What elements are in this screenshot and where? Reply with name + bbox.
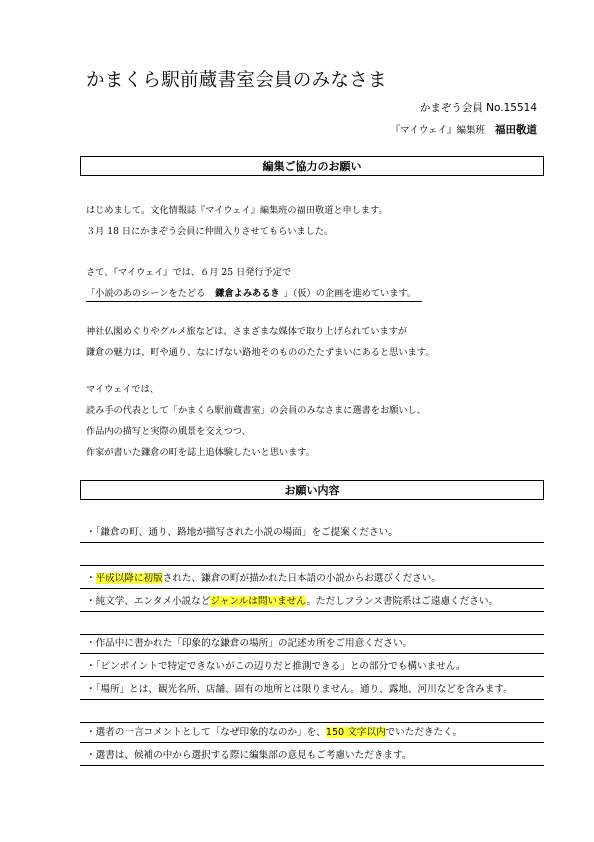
item-text: された、鎌倉の町が描かれた日本語の小説からお選びください。	[162, 573, 441, 584]
request-line: 読み手の代表として「かまくら駅前蔵書室」の会員のみなさまに選書をお願いし、	[86, 405, 426, 416]
highlight-first-edition: 平成以降に初版	[95, 573, 163, 584]
section-heading-cooperation: 編集ご協力のお願い	[80, 156, 544, 176]
request-item	[80, 592, 544, 612]
editor-name: 福田敬道	[495, 124, 537, 136]
highlight-char-limit: 150 文字以内	[325, 727, 386, 738]
project-title-post: 」（仮）の企画を進めています。	[283, 288, 417, 299]
request-line: マイウェイでは、	[86, 384, 159, 395]
item-text: 。ただしフランス書院系はご遠慮ください。	[306, 596, 499, 607]
project-title-pre: 「小説のあのシーンをたどる	[86, 288, 206, 299]
plan-paragraph	[86, 262, 422, 304]
appeal-line: 神社仏閣めぐりやグルメ旅などは、さまざまな媒体で取り上げられていますが	[86, 326, 408, 337]
request-paragraph	[86, 379, 426, 463]
request-item: ・「ピンポイントで特定できないがこの辺りだと推測できる」との部分でも構いません。	[80, 657, 544, 677]
item-text: でいただきたく。	[385, 727, 463, 738]
request-item	[80, 723, 544, 743]
request-item	[80, 569, 544, 589]
intro-paragraph	[86, 200, 388, 242]
page-title: かまくら駅前蔵書室会員のみなさま	[86, 70, 387, 91]
bullet: ・	[86, 573, 96, 584]
project-title-bold: 鎌倉よみあるき	[215, 288, 280, 299]
section-heading-request: お願い内容	[80, 480, 544, 500]
request-item: ・「鎌倉の町、通り、路地が描写された小説の場面」をご提案ください。	[80, 523, 544, 543]
intro-line: はじめまして。文化情報誌『マイウェイ』編集班の福田敬道と申します。	[86, 205, 388, 216]
highlight-any-genre: ジャンルは問いません	[210, 596, 307, 607]
request-line: 作家が書いた鎌倉の町を誌上追体験したいと思います。	[86, 447, 315, 458]
member-number: かまぞう会員 No.15514	[419, 102, 537, 114]
intro-line: ３月 18 日にかまぞう会員に仲間入りさせてもらいました。	[86, 226, 334, 237]
request-item: ・選書は、候補の中から選択する際に編集部の意見もご考慮いただきます。	[80, 746, 544, 766]
appeal-line: 鎌倉の魅力は、町や通り、なにげない路地そのもののたたずまいにあると思います。	[86, 347, 435, 358]
project-title-line	[86, 286, 422, 302]
item-text: ・選者の一言コメントとして「なぜ印象的なのか」を、	[86, 727, 326, 738]
editor-credit	[391, 122, 537, 137]
editor-team: 『マイウェイ』編集班	[390, 125, 485, 136]
plan-line: さて、『マイウェイ』では、６月 25 日発行予定で	[86, 267, 292, 278]
item-text: ・純文学、エンタメ小説など	[86, 596, 211, 607]
request-item: ・「場所」とは、観光名所、店舗、固有の地所とは限りません。通り、露地、河川などを含みます。	[80, 680, 544, 700]
request-line: 作品内の描写と実際の風景を交えつつ、	[86, 426, 251, 437]
request-item-blank	[80, 615, 544, 635]
request-item: ・作品中に書かれた「印象的な鎌倉の場所」の記述カ所をご用意ください。	[80, 634, 544, 654]
appeal-paragraph	[86, 321, 434, 363]
request-item-blank	[80, 703, 544, 723]
request-item-blank	[80, 546, 544, 566]
